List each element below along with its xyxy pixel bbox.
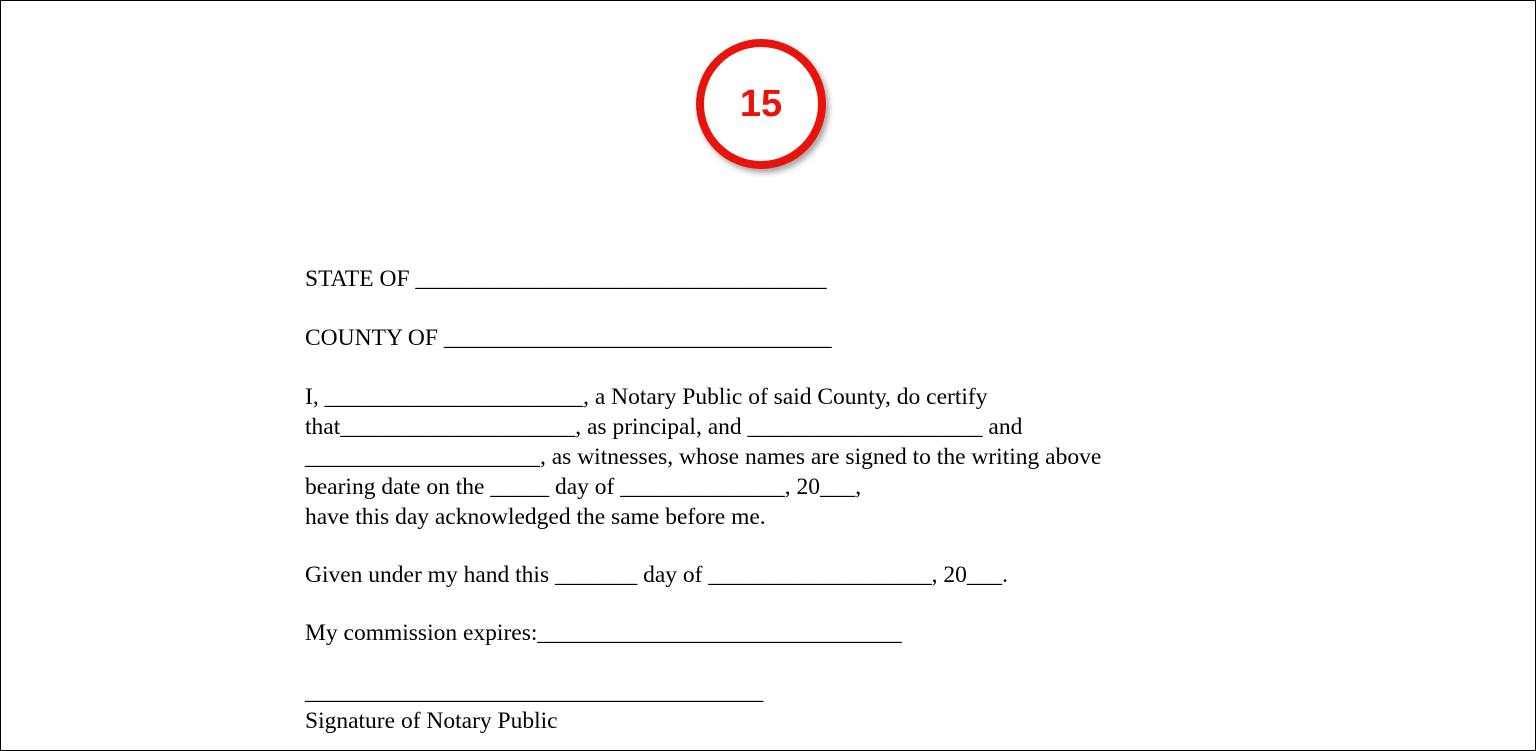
certify-line-2: that____________________, as principal, and ____________________ and xyxy=(305,414,1023,440)
certify-line-1: I, ______________________, a Notary Public of said County, do certify xyxy=(305,384,988,410)
commission-expires-line: My commission expires:_______________________________ xyxy=(305,620,902,646)
signature-rule: _______________________________________ xyxy=(305,679,764,705)
given-under-hand-line: Given under my hand this _______ day of ___________________, 20___. xyxy=(305,562,1008,588)
county-of-line: COUNTY OF _________________________________ xyxy=(305,325,832,351)
certify-line-5: have this day acknowledged the same before me. xyxy=(305,504,766,530)
step-number-badge xyxy=(696,39,826,169)
state-of-line: STATE OF ___________________________________ xyxy=(305,266,827,292)
signature-label: Signature of Notary Public xyxy=(305,708,558,734)
certify-line-4: bearing date on the _____ day of ______________, 20___, xyxy=(305,474,862,500)
step-number: 15 xyxy=(739,83,783,125)
certify-line-3: ____________________, as witnesses, whose names are signed to the writing above xyxy=(305,444,1102,470)
